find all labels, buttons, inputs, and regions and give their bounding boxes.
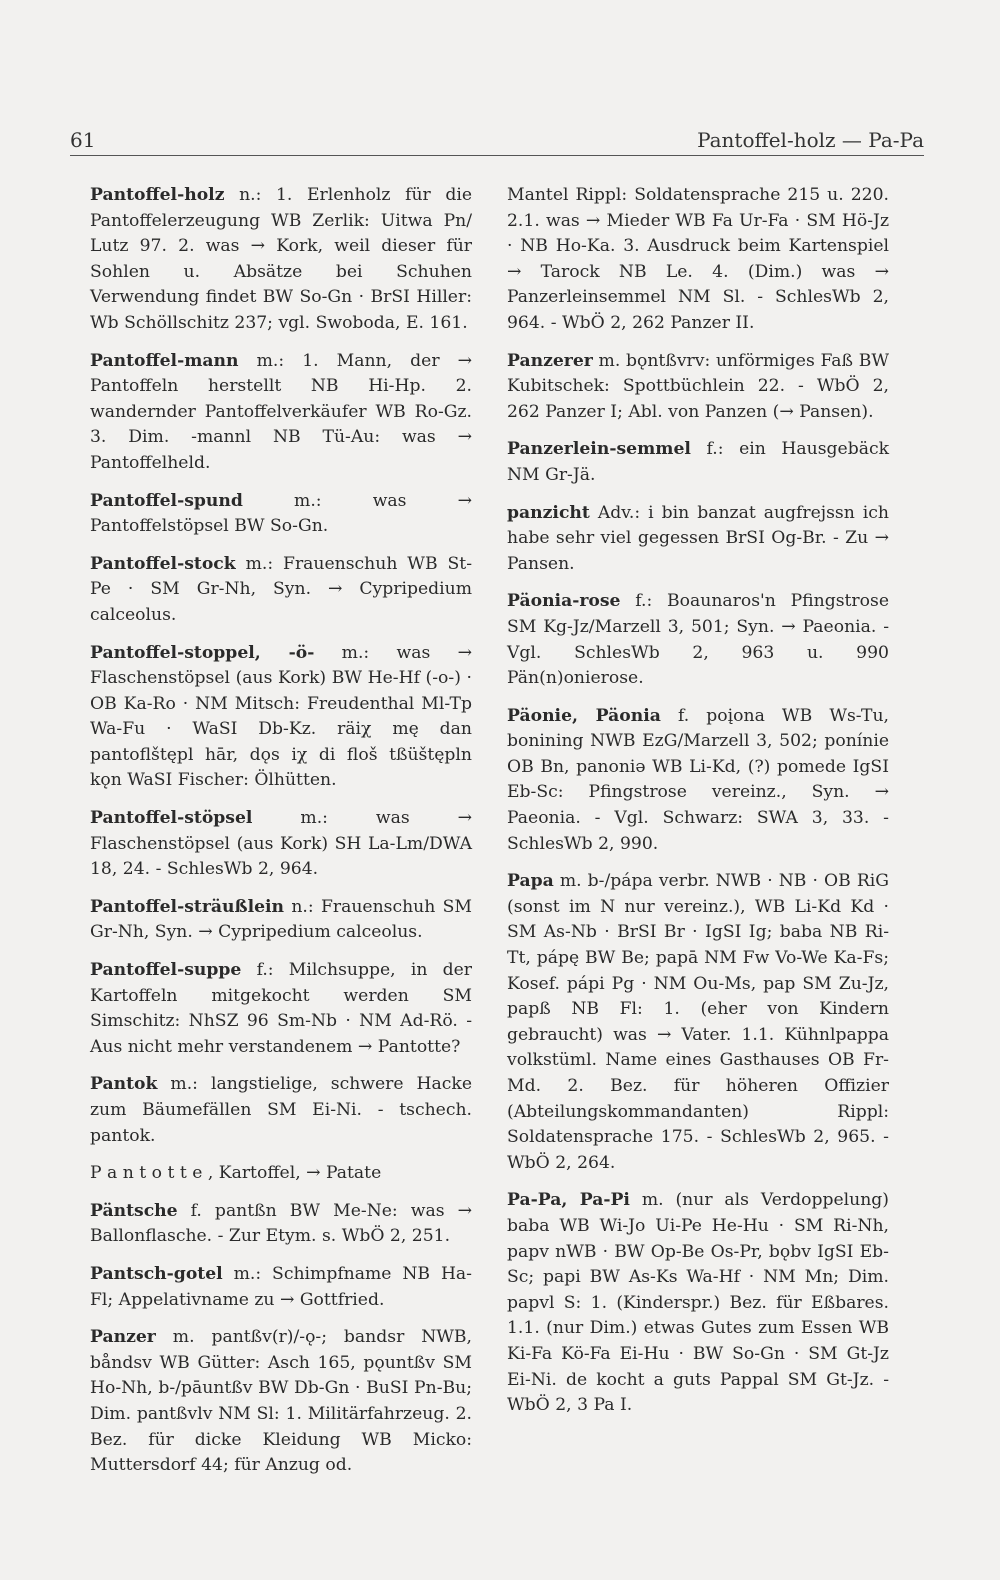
entry-text: m.: was → Flaschenstöpsel (aus Kork) SH La-Lm/DWA 18, 24. - SchlesWb 2, 964. — [90, 808, 472, 880]
entry-text: Mantel Rippl: Soldatensprache 215 u. 220. 2.1. was → Mieder WB Fa Ur-Fa · SM Hö-Jz · NB Ho-Ka. 3. Ausdruck beim Kartenspiel → Tarock NB Le. 4. (Dim.) was → Panzerleinsemmel NM Sl. - SchlesWb 2, 964. - WbÖ 2, 262 Panzer II. — [507, 185, 889, 333]
dictionary-entry — [507, 869, 889, 1176]
entry-text: f. pantßn BW Me-Ne: was → Ballonflasche. - Zur Etym. s. WbÖ 2, 251. — [90, 1200, 472, 1247]
entry-text: P a n t o t t e , Kartoffel, → Patate — [90, 1163, 382, 1184]
dictionary-entry — [507, 501, 889, 578]
entry-text: f.: Boaunaros'n Pfingstrose SM Kg-Jz/Marzell 3, 501; Syn. → Paeonia. - Vgl. SchlesWb 2, 963 u. 990 Pän(n)onierose. — [507, 591, 889, 689]
entry-text: m. pantßv(r)/-ǫ-; bandsr NWB, båndsv WB Gütter: Asch 165, pǫuntßv SM Ho-Nh, b-/pāuntßv BW Db-Gn · BuSI Pn-Bu; Dim. pantßvlv NM Sl: 1. Militärfahrzeug. 2. Bez. für dicke Kleidung WB Micko: Muttersdorf 44; für Anzug od. — [90, 1327, 472, 1476]
dictionary-entry — [90, 958, 472, 1060]
dictionary-entry — [90, 1072, 472, 1149]
entry-lemma: Pantoffel-spund — [90, 490, 243, 511]
left-column — [90, 183, 472, 1491]
entry-lemma: panzicht — [507, 502, 590, 523]
entry-lemma: Panzer — [90, 1327, 156, 1348]
entry-text: m.: was → Flaschenstöpsel (aus Kork) BW He-Hf (-o-) · OB Ka-Ro · NM Mitsch: Freudenthal Ml-Tp Wa-Fu · WaSI Db-Kz. räiχ mę dan pantoflštępl hār, dǫs iχ di floš tßüštępln kǫn WaSI Fischer: Ölhütten. — [90, 642, 473, 791]
entry-text: f. poįona WB Ws-Tu, bonining NWB EzG/Marzell 3, 502; ponínie OB Bn, panoniə WB Li-Kd, (?) pomede IgSI Eb-Sc: Pfingstrose vereinz., Syn. → Paeonia. - Vgl. Schwarz: SWA 3, 33. - SchlesWb 2, 990. — [507, 705, 890, 854]
entry-text: m.: Schimpfname NB Ha-Fl; Appelativname zu → Gottfried. — [90, 1263, 472, 1310]
dictionary-entry — [507, 183, 889, 337]
entry-lemma: Pantoffel-suppe — [90, 960, 242, 981]
right-column — [507, 183, 889, 1431]
entry-text: m.: Frauenschuh WB St-Pe · SM Gr-Nh, Syn. → Cypripedium calceolus. — [90, 553, 472, 625]
entry-text: f.: Milchsuppe, in der Kartoffeln mitgekocht werden SM Simschitz: NhSZ 96 Sm-Nb · NM Ad-Rö. - Aus nicht mehr verstandenem → Pantotte? — [90, 960, 472, 1057]
entry-lemma: Panzerer — [507, 350, 593, 371]
entry-text: m. bǫntßvrv: unförmiges Faß BW Kubitschek: Spottbüchlein 22. - WbÖ 2, 262 Panzer I; Abl. von Panzen (→ Pansen). — [507, 350, 889, 422]
entry-lemma: Pantoffel-stoppel, -ö- — [90, 642, 315, 663]
dictionary-entry — [507, 1188, 889, 1418]
entry-lemma: Pantoffel-sträußlein — [90, 896, 285, 917]
dictionary-entry — [90, 349, 472, 477]
dictionary-entry — [90, 641, 472, 795]
dictionary-entry — [90, 1161, 472, 1187]
dictionary-entry — [90, 1199, 472, 1250]
entry-text: m.: langstielige, schwere Hacke zum Bäumefällen SM Ei-Ni. - tschech. pantok. — [90, 1074, 472, 1146]
entry-lemma: Päntsche — [90, 1200, 178, 1221]
running-head: Pantoffel-holz — Pa-Pa — [697, 128, 924, 152]
dictionary-entry — [507, 349, 889, 426]
dictionary-entry — [90, 895, 472, 946]
entry-lemma: Päonia-rose — [507, 591, 621, 612]
dictionary-entry — [507, 589, 889, 691]
dictionary-entry — [90, 806, 472, 883]
entry-text: n.: Frauenschuh SM Gr-Nh, Syn. → Cypripedium calceolus. — [90, 896, 472, 943]
entry-lemma: Pantoffel-stock — [90, 553, 236, 574]
entry-lemma: Pantoffel-stöpsel — [90, 808, 253, 829]
entry-lemma: Pantsch-gotel — [90, 1263, 223, 1284]
entry-lemma: Pantok — [90, 1074, 158, 1095]
dictionary-entry — [90, 552, 472, 629]
dictionary-entry — [90, 1325, 472, 1479]
entry-lemma: Pa-Pa, Pa-Pi — [507, 1190, 630, 1211]
entry-lemma: Papa — [507, 871, 554, 892]
dictionary-entry — [507, 437, 889, 488]
entry-text: n.: 1. Erlenholz für die Pantoffelerzeugung WB Zerlik: Uitwa Pn/ Lutz 97. 2. was → Kork, weil dieser für Sohlen u. Absätze bei Schuhen Verwendung findet BW So-Gn · BrSI Hiller: Wb Schöllschitz 237; vgl. Swoboda, E. 161. — [90, 185, 472, 333]
entry-lemma: Päonie, Päonia — [507, 705, 661, 726]
entry-text: m. b-/pápa verbr. NWB · NB · OB RiG (sonst im N nur vereinz.), WB Li-Kd Kd · SM As-Nb · BrSI Br · IgSI Ig; baba NB Ri-Tt, pápę BW Be; papā NM Fw Vo-We Ka-Fs; Kosef. pápi Pg · NM Ou-Ms, pap SM Zu-Jz, papß NB Fl: 1. (eher von Kindern gebraucht) was → Vater. 1.1. Kühnlpappa volkstüml. Name eines Gasthauses OB Fr-Md. 2. Bez. für höheren Offizier (Abteilungskommandanten) Rippl: Soldatensprache 175. - SchlesWb 2, 965. - WbÖ 2, 264. — [507, 871, 889, 1173]
entry-text: m. (nur als Verdoppelung) baba WB Wi-Jo Ui-Pe He-Hu · SM Ri-Nh, papv nWB · BW Op-Be Os-Pr, bǫbv IgSI Eb-Sc; papi BW As-Ks Wa-Hf · NM Mn; Dim. papvl S: 1. (Kinderspr.) Bez. für Eßbares. 1.1. (nur Dim.) etwas Gutes zum Essen WB Ki-Fa Kö-Fa Ei-Hu · BW So-Gn · SM Gt-Jz Ei-Ni. de kocht a guts Pappal SM Gt-Jz. - WbÖ 2, 3 Pa I. — [507, 1190, 889, 1416]
dictionary-entry — [90, 489, 472, 540]
entry-lemma: Pantoffel-mann — [90, 350, 239, 371]
entry-lemma: Pantoffel-holz — [90, 185, 225, 205]
entry-text: m.: 1. Mann, der → Pantoffeln herstellt NB Hi-Hp. 2. wandernder Pantoffelverkäufer WB Ro-Gz. 3. Dim. -mannl NB Tü-Au: was → Pantoffelheld. — [90, 350, 472, 473]
entry-text: m.: was → Pantoffelstöpsel BW So-Gn. — [90, 490, 472, 537]
dictionary-entry — [90, 1262, 472, 1313]
entry-lemma: Panzerlein-semmel — [507, 439, 691, 460]
header-rule — [70, 155, 924, 156]
entry-text: f.: ein Hausgebäck NM Gr-Jä. — [507, 439, 889, 485]
page-number: 61 — [70, 128, 96, 152]
dictionary-entry — [507, 704, 889, 858]
dictionary-entry — [90, 183, 472, 337]
entry-text: Adv.: i bin banzat augfrejssn ich habe sehr viel gegessen BrSI Og-Br. - Zu → Pansen. — [507, 502, 889, 574]
